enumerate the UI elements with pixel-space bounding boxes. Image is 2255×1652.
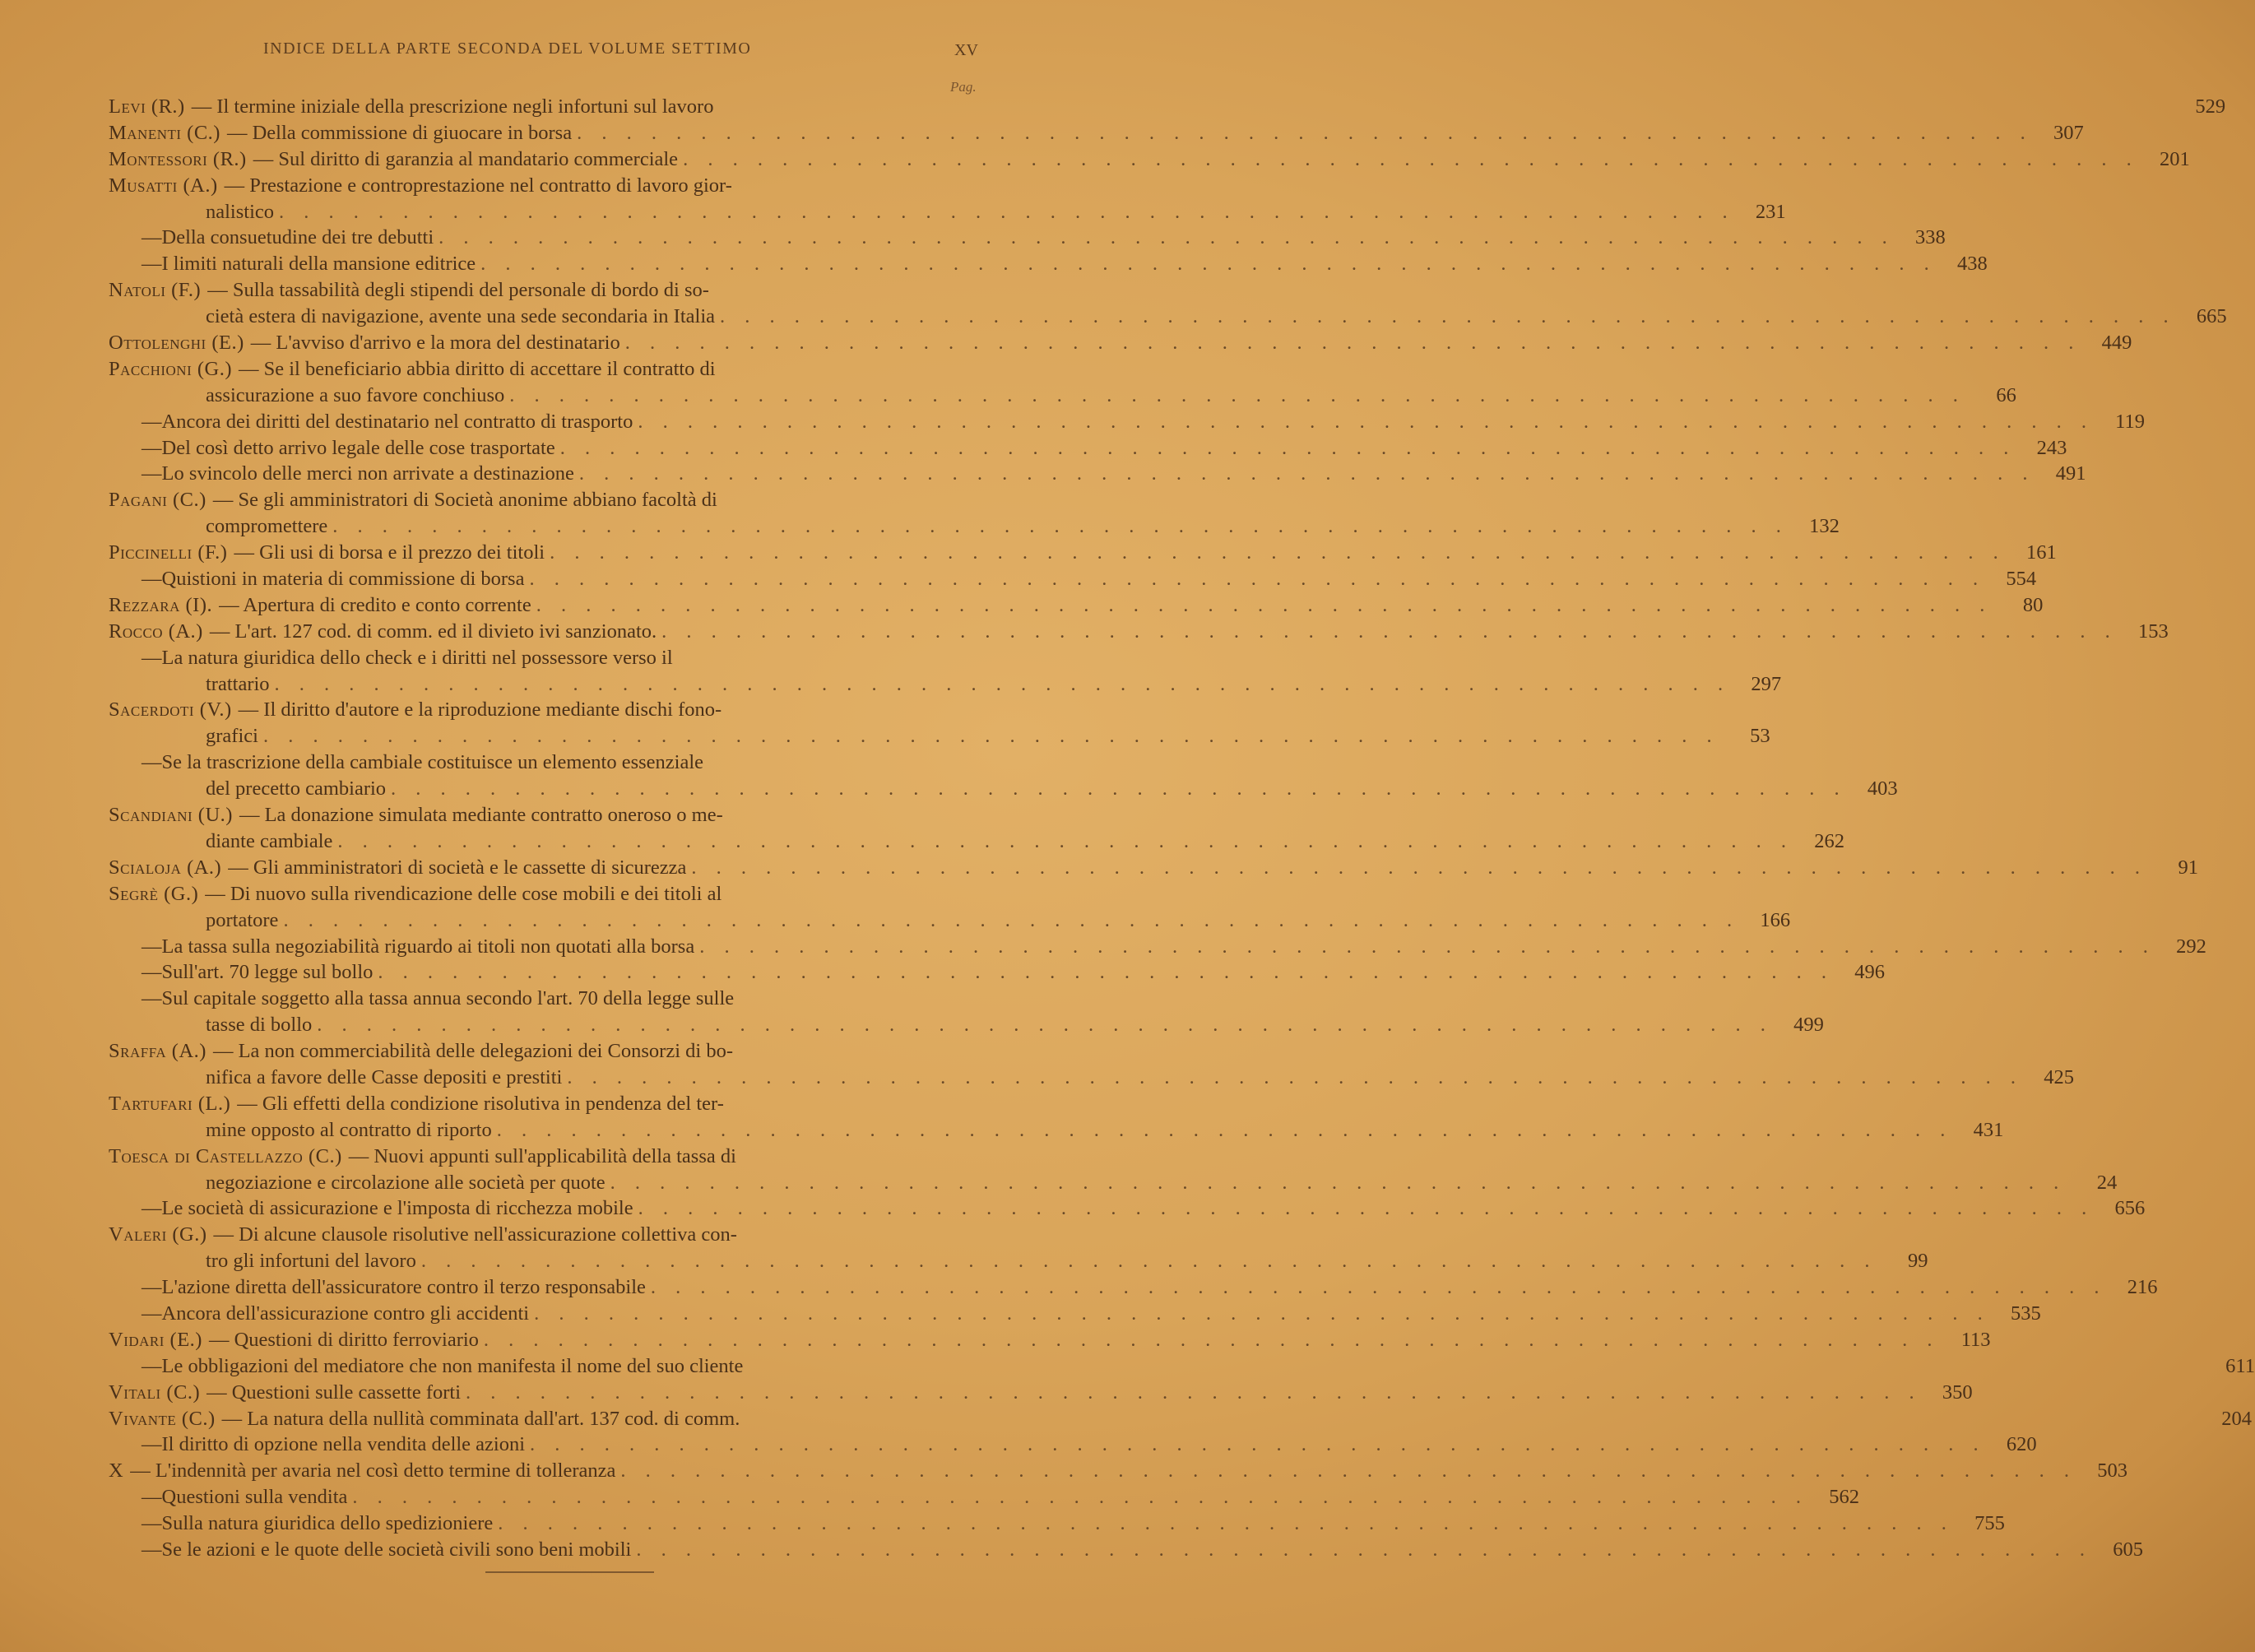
entry-title: negoziazione e circolazione alle società per quote — [206, 1171, 606, 1194]
entry-dash: — — [142, 961, 162, 984]
entry-dash: — — [142, 1433, 162, 1456]
author-name: Sraffa (A.) — [109, 1040, 206, 1063]
index-subentry — [109, 251, 1988, 277]
page-reference: 307 — [2053, 121, 2084, 144]
entry-dash: — — [142, 1276, 162, 1299]
page-number-roman: XV — [954, 41, 978, 59]
index-subentry — [109, 435, 2067, 462]
index-entries — [109, 94, 2255, 1563]
page-reference: 66 — [1996, 383, 2016, 406]
dot-leader — [620, 1458, 2076, 1484]
page-reference: 231 — [1755, 200, 1786, 223]
dot-leader — [332, 513, 1789, 540]
entry-dash: — — [142, 1197, 162, 1220]
entry-title: portatore — [206, 908, 279, 931]
dot-leader — [263, 723, 1719, 749]
index-entry-continuation — [109, 723, 1770, 749]
entry-title: nalistico — [206, 200, 275, 223]
page-reference: 496 — [1854, 961, 1886, 984]
dot-leader — [625, 330, 2081, 356]
index-entry — [109, 1380, 1973, 1406]
index-entry — [109, 1327, 1991, 1353]
index-subentry — [109, 461, 2086, 487]
index-subentry — [109, 1484, 1860, 1510]
index-entry-continuation — [109, 513, 1840, 540]
index-entry-continuation — [109, 199, 1786, 225]
entry-title: — Gli effetti della condizione risolutiva in pendenza del ter- — [237, 1092, 724, 1115]
author-name: Sacerdoti (V.) — [109, 698, 232, 722]
page-column-label: Pag. — [950, 79, 977, 95]
index-entry-continuation — [109, 1065, 2074, 1091]
index-entry-continuation — [109, 304, 2227, 330]
entry-title: Il diritto di opzione nella vendita delle azioni — [161, 1433, 526, 1456]
author-name: Natoli (F.) — [109, 279, 202, 302]
dot-leader — [638, 1195, 2095, 1222]
dot-leader — [610, 1170, 2067, 1196]
page-reference: 605 — [2113, 1538, 2143, 1561]
dot-leader — [378, 959, 1834, 986]
entry-dash: — — [142, 1302, 162, 1325]
page-reference: 499 — [1793, 1014, 1824, 1037]
page-reference: 491 — [2055, 462, 2086, 485]
index-entry — [109, 173, 997, 199]
page-reference: 297 — [1751, 672, 1782, 695]
index-entry-continuation — [109, 1170, 2118, 1196]
author-name: Rezzara (I). — [109, 593, 213, 616]
index-entry — [109, 619, 2169, 645]
entry-title: Sulla natura giuridica dello spedizioniere — [161, 1512, 494, 1535]
entry-dash: — — [142, 462, 162, 485]
dot-leader — [497, 1117, 1953, 1144]
page-reference: 204 — [2221, 1407, 2252, 1430]
entry-title: — L'avviso d'arrivo e la mora del destinatario — [250, 332, 620, 355]
dot-leader — [484, 1327, 1940, 1353]
entry-title: Se le azioni e le quote delle società civili sono beni mobili — [161, 1538, 632, 1561]
entry-title: diante cambiale — [206, 829, 333, 852]
dot-leader — [577, 120, 2033, 146]
author-name: Rocco (A.) — [109, 620, 203, 643]
dot-leader — [534, 1301, 1990, 1327]
entry-dash: — — [142, 987, 162, 1010]
page-reference: 431 — [1973, 1118, 2004, 1141]
dot-leader — [579, 461, 2035, 487]
page-reference: 132 — [1809, 515, 1840, 538]
index-entry-continuation — [109, 776, 1898, 802]
entry-title: Ancora dei diritti del destinatario nel contratto di trasporto — [161, 410, 633, 433]
entry-title: — Gli amministratori di società e le cassette di sicurezza — [228, 856, 687, 879]
entry-title: — L'indennità per avaria nel così detto termine di tolleranza — [130, 1459, 616, 1483]
page-reference: 201 — [2159, 147, 2190, 170]
index-entry-continuation — [109, 1117, 2004, 1144]
entry-title: — Di nuovo sulla rivendicazione delle cose mobili e dei titoli al — [205, 882, 722, 905]
page-reference: 292 — [2176, 935, 2206, 958]
dot-leader — [699, 934, 2155, 960]
entry-dash: — — [142, 410, 162, 433]
index-subentry — [109, 225, 1946, 251]
dot-leader — [391, 776, 1847, 802]
author-name: Vivante (C.) — [109, 1407, 216, 1430]
page-reference: 562 — [1829, 1486, 1860, 1509]
index-entry — [109, 1091, 997, 1117]
author-name: Manenti (C.) — [109, 121, 220, 144]
dot-leader — [529, 566, 1985, 592]
dot-leader — [683, 146, 2139, 173]
entry-title: Questioni sulla vendita — [161, 1486, 348, 1509]
entry-title: tro gli infortuni del lavoro — [206, 1250, 416, 1273]
entry-dash: — — [142, 1354, 162, 1377]
entry-dash: — — [142, 1512, 162, 1535]
index-entry — [109, 802, 997, 828]
index-subentry — [109, 1537, 2143, 1563]
dot-leader — [279, 199, 1735, 225]
entry-title: — Prestazione e controprestazione nel contratto di lavoro gior- — [224, 174, 732, 197]
page-reference: 656 — [2114, 1197, 2146, 1220]
index-entry — [109, 330, 2132, 356]
entry-title: — Sulla tassabilità degli stipendi del personale di bordo di so- — [207, 279, 709, 302]
author-name: X — [109, 1459, 124, 1483]
index-entry-continuation — [109, 1248, 1928, 1274]
author-name: Tartufari (L.) — [109, 1092, 231, 1115]
entry-title: assicurazione a suo favore conchiuso — [206, 383, 505, 406]
entry-title: La tassa sulla negoziabilità riguardo ai titoli non quotati alla borsa — [161, 935, 695, 958]
index-entry — [109, 697, 997, 723]
page-reference: 99 — [1907, 1250, 1928, 1273]
dot-leader — [317, 1012, 1773, 1038]
index-subentry — [109, 409, 2145, 435]
entry-dash: — — [142, 436, 162, 459]
dot-leader — [550, 540, 2006, 566]
index-entry-continuation — [109, 671, 1782, 698]
entry-dash: — — [142, 1486, 162, 1509]
entry-title: I limiti naturali della mansione editrice — [161, 253, 476, 276]
page-reference: 113 — [1960, 1328, 1991, 1351]
entry-title: cietà estera di navigazione, avente una sede secondaria in Italia — [206, 305, 715, 328]
page-reference: 350 — [1942, 1381, 1973, 1404]
entry-title: Sull'art. 70 legge sul bollo — [161, 961, 374, 984]
entry-title: Quistioni in materia di commissione di borsa — [161, 568, 525, 591]
author-name: Musatti (A.) — [109, 174, 218, 197]
entry-dash: — — [142, 646, 162, 669]
dot-leader — [636, 1537, 2092, 1563]
author-name: Scandiani (U.) — [109, 804, 233, 827]
index-entry — [109, 94, 2226, 120]
entry-title: Sul capitale soggetto alla tassa annua secondo l'art. 70 della legge sulle — [161, 987, 735, 1010]
entry-title: — Sul diritto di garanzia al mandatario commerciale — [253, 147, 679, 170]
page-reference: 53 — [1750, 725, 1770, 748]
page-reference: 665 — [2196, 305, 2227, 328]
entry-title: Se la trascrizione della cambiale costituisce un elemento essenziale — [161, 751, 703, 774]
closing-rule — [485, 1571, 654, 1573]
running-header: INDICE DELLA PARTE SECONDA DEL VOLUME SETTIMO — [263, 39, 752, 58]
entry-title: Le società di assicurazione e l'imposta di ricchezza mobile — [161, 1197, 633, 1220]
index-entry — [109, 146, 2190, 173]
author-name: Piccinelli (F.) — [109, 541, 228, 564]
index-entry — [109, 1458, 2127, 1484]
entry-title: — Apertura di credito e conto corrente — [219, 593, 531, 616]
entry-title: — L'art. 127 cod. di comm. ed il divieto ivi sanzionato. — [209, 620, 657, 643]
dot-leader — [560, 435, 2016, 462]
index-entry — [109, 1038, 997, 1065]
entry-title: compromettere — [206, 515, 328, 538]
page-reference: 611 — [2225, 1354, 2255, 1377]
dot-leader — [651, 1274, 2107, 1301]
entry-title: Del così detto arrivo legale delle cose trasportate — [161, 436, 555, 459]
dot-leader — [691, 855, 2147, 881]
index-entry-continuation — [109, 383, 2016, 409]
dot-leader — [661, 619, 2118, 645]
dot-leader — [638, 409, 2094, 435]
entry-title: Lo svincolo delle merci non arrivate a destinazione — [161, 462, 574, 485]
entry-title: Ancora dell'assicurazione contro gli accidenti — [161, 1302, 530, 1325]
index-entry — [109, 487, 997, 513]
index-subentry — [109, 1353, 2255, 1380]
dot-leader — [567, 1065, 2023, 1091]
page-reference: 438 — [1957, 253, 1988, 276]
index-entry — [109, 356, 997, 383]
entry-title: Le obbligazioni del mediatore che non manifesta il nome del suo cliente — [161, 1354, 744, 1377]
author-name: Pacchioni (G.) — [109, 357, 232, 380]
page-reference: 119 — [2115, 410, 2145, 433]
index-subentry — [109, 1510, 2005, 1537]
entry-title: — La natura della nullità comminata dall'art. 137 cod. di comm. — [221, 1407, 740, 1430]
page-reference: 161 — [2025, 541, 2057, 564]
author-name: Segrè (G.) — [109, 882, 199, 905]
dot-leader — [337, 828, 1793, 855]
dot-leader — [498, 1510, 1954, 1537]
page-reference: 243 — [2036, 436, 2067, 459]
dot-leader — [536, 592, 1993, 619]
author-name: Montessori (R.) — [109, 147, 247, 170]
page-reference: 338 — [1915, 226, 1946, 249]
index-subentry — [109, 645, 997, 671]
author-name: Scialoja (A.) — [109, 856, 222, 879]
author-name: Pagani (C.) — [109, 489, 206, 512]
entry-dash: — — [142, 935, 162, 958]
index-subentry — [109, 749, 997, 776]
index-entry — [109, 120, 2084, 146]
dot-leader — [352, 1484, 1808, 1510]
page-reference: 91 — [2178, 856, 2199, 879]
index-subentry — [109, 1301, 2041, 1327]
index-entry — [109, 277, 997, 304]
index-entry-continuation — [109, 828, 1845, 855]
page-reference: 403 — [1867, 777, 1898, 800]
dot-leader — [421, 1248, 1877, 1274]
entry-title: — Il diritto d'autore e la riproduzione mediante dischi fono- — [238, 698, 722, 722]
index-entry — [109, 881, 997, 907]
page-reference: 262 — [1814, 829, 1845, 852]
author-name: Levi (R.) — [109, 95, 185, 118]
entry-title: — Gli usi di borsa e il prezzo dei titoli — [234, 541, 545, 564]
entry-title: del precetto cambiario — [206, 777, 387, 800]
page-reference: 216 — [2127, 1276, 2158, 1299]
entry-title: — La non commerciabilità delle delegazioni dei Consorzi di bo- — [212, 1040, 733, 1063]
index-subentry — [109, 1274, 2158, 1301]
dot-leader — [275, 671, 1731, 698]
entry-title: — Della commissione di giuocare in borsa — [226, 121, 573, 144]
index-entry — [109, 540, 2057, 566]
entry-title: tasse di bollo — [206, 1014, 313, 1037]
entry-title: — Il termine iniziale della prescrizione negli infortuni sul lavoro — [191, 95, 714, 118]
dot-leader — [283, 907, 1739, 934]
page-reference: 620 — [2006, 1433, 2037, 1456]
index-subentry — [109, 959, 1886, 986]
index-subentry — [109, 934, 2206, 960]
page-reference: 529 — [2195, 95, 2226, 118]
entry-dash: — — [142, 1538, 162, 1561]
page-reference: 80 — [2022, 593, 2044, 616]
page-reference: 755 — [1974, 1512, 2005, 1535]
author-name: Vidari (E.) — [109, 1328, 202, 1351]
entry-title: — Nuovi appunti sull'applicabilità della tassa di — [348, 1144, 736, 1167]
author-name: Toesca di Castellazzo (C.) — [109, 1144, 342, 1167]
entry-title: Della consuetudine dei tre debutti — [161, 226, 434, 249]
entry-dash: — — [142, 253, 162, 276]
page-reference: 153 — [2138, 620, 2169, 643]
entry-title: — La donazione simulata mediante contratto oneroso o me- — [239, 804, 723, 827]
index-entry — [109, 592, 2044, 619]
author-name: Ottolenghi (E.) — [109, 332, 244, 355]
page-reference: 166 — [1760, 908, 1791, 931]
index-entry — [109, 1144, 997, 1170]
dot-leader — [509, 383, 1965, 409]
entry-title: — Di alcune clausole risolutive nell'assicurazione collettiva con- — [213, 1223, 737, 1246]
entry-title: — Questioni sulle cassette forti — [206, 1381, 462, 1404]
index-entry-continuation — [109, 907, 1791, 934]
page-reference: 24 — [2096, 1171, 2118, 1194]
entry-title: — Questioni di diritto ferroviario — [208, 1328, 479, 1351]
entry-title: — Se il beneficiario abbia diritto di accettare il contratto di — [239, 357, 716, 380]
author-name: Valeri (G.) — [109, 1223, 207, 1246]
index-subentry — [109, 986, 997, 1012]
author-name: Vitali (C.) — [109, 1381, 201, 1404]
dot-leader — [530, 1432, 1986, 1458]
entry-title: La natura giuridica dello check e i diritti nel possessore verso il — [161, 646, 673, 669]
entry-title: — Se gli amministratori di Società anonime abbiano facoltà di — [212, 489, 717, 512]
page-reference: 449 — [2101, 332, 2132, 355]
dot-leader — [438, 225, 1895, 251]
entry-dash: — — [142, 751, 162, 774]
index-entry — [109, 1222, 997, 1248]
entry-title: mine opposto al contratto di riporto — [206, 1118, 492, 1141]
index-subentry — [109, 1432, 2037, 1458]
dot-leader — [480, 251, 1937, 277]
entry-title: trattario — [206, 672, 270, 695]
index-subentry — [109, 1195, 2146, 1222]
page-reference: 425 — [2044, 1065, 2074, 1088]
entry-title: L'azione diretta dell'assicuratore contro il terzo responsabile — [161, 1276, 646, 1299]
dot-leader — [720, 304, 2176, 330]
page-reference: 554 — [2006, 568, 2037, 591]
index-subentry — [109, 566, 2037, 592]
dot-leader — [466, 1380, 1922, 1406]
page-reference: 535 — [2010, 1302, 2041, 1325]
index-entry — [109, 855, 2199, 881]
index-entry-continuation — [109, 1012, 1824, 1038]
entry-title: nifica a favore delle Casse depositi e prestiti — [206, 1065, 563, 1088]
entry-title: grafici — [206, 725, 258, 748]
entry-dash: — — [142, 226, 162, 249]
index-entry — [109, 1406, 2252, 1432]
page-reference: 503 — [2097, 1459, 2127, 1483]
entry-dash: — — [142, 568, 162, 591]
